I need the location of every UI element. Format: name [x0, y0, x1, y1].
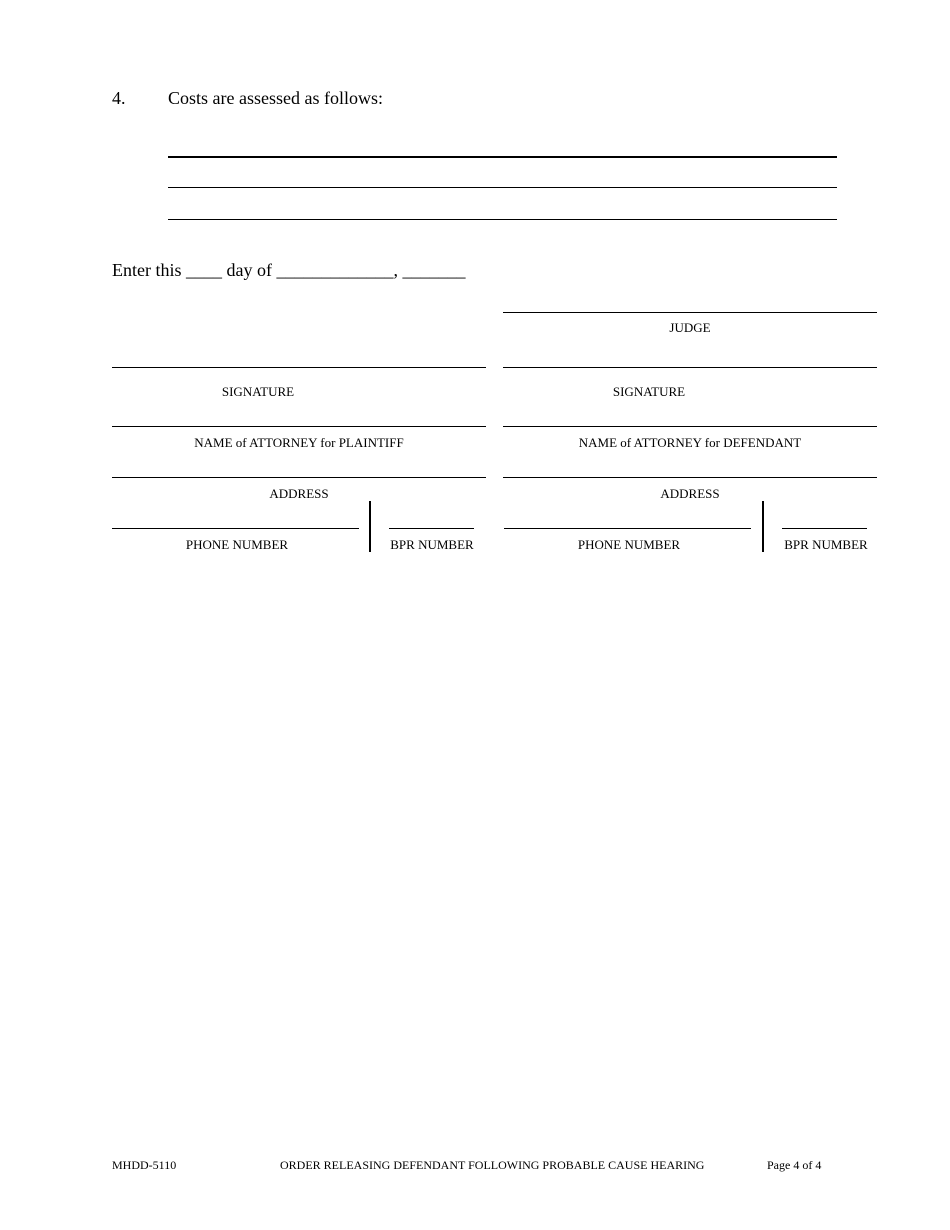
- plaintiff-address-label: ADDRESS: [269, 486, 329, 501]
- defendant-attorney-label: NAME of ATTORNEY for DEFENDANT: [578, 435, 802, 450]
- costs-assessed-text: Costs are assessed as follows:: [168, 88, 383, 108]
- defendant-phone-bpr-divider: [762, 501, 764, 552]
- plaintiff-bpr-line[interactable]: [389, 528, 474, 529]
- defendant-phone-label: PHONE NUMBER: [577, 537, 681, 552]
- item-number: 4.: [112, 88, 126, 108]
- judge-label: JUDGE: [669, 320, 711, 335]
- plaintiff-signature-label: SIGNATURE: [221, 384, 295, 399]
- defendant-signature-line[interactable]: [503, 367, 877, 368]
- plaintiff-address-line[interactable]: [112, 477, 486, 478]
- defendant-address-line[interactable]: [503, 477, 877, 478]
- defendant-attorney-line[interactable]: [503, 426, 877, 427]
- form-code: MHDD-5110: [112, 1158, 177, 1172]
- plaintiff-attorney-label: NAME of ATTORNEY for PLAINTIFF: [194, 435, 404, 450]
- defendant-bpr-label: BPR NUMBER: [784, 537, 868, 552]
- plaintiff-phone-bpr-divider: [369, 501, 371, 552]
- plaintiff-phone-line[interactable]: [112, 528, 359, 529]
- judge-signature-line[interactable]: [503, 312, 877, 313]
- plaintiff-phone-label: PHONE NUMBER: [185, 537, 289, 552]
- plaintiff-bpr-label: BPR NUMBER: [390, 537, 474, 552]
- plaintiff-attorney-line[interactable]: [112, 426, 486, 427]
- defendant-phone-line[interactable]: [504, 528, 751, 529]
- enter-date-line[interactable]: Enter this ____ day of _____________, _______: [112, 260, 466, 280]
- plaintiff-signature-line[interactable]: [112, 367, 486, 368]
- cost-line-3[interactable]: [168, 219, 837, 220]
- defendant-address-label: ADDRESS: [660, 486, 720, 501]
- form-title: ORDER RELEASING DEFENDANT FOLLOWING PROBABLE CAUSE HEARING: [280, 1158, 705, 1172]
- cost-line-2[interactable]: [168, 187, 837, 188]
- defendant-bpr-line[interactable]: [782, 528, 867, 529]
- defendant-signature-label: SIGNATURE: [612, 384, 686, 399]
- page-number: Page 4 of 4: [767, 1158, 822, 1172]
- cost-line-1[interactable]: [168, 156, 837, 158]
